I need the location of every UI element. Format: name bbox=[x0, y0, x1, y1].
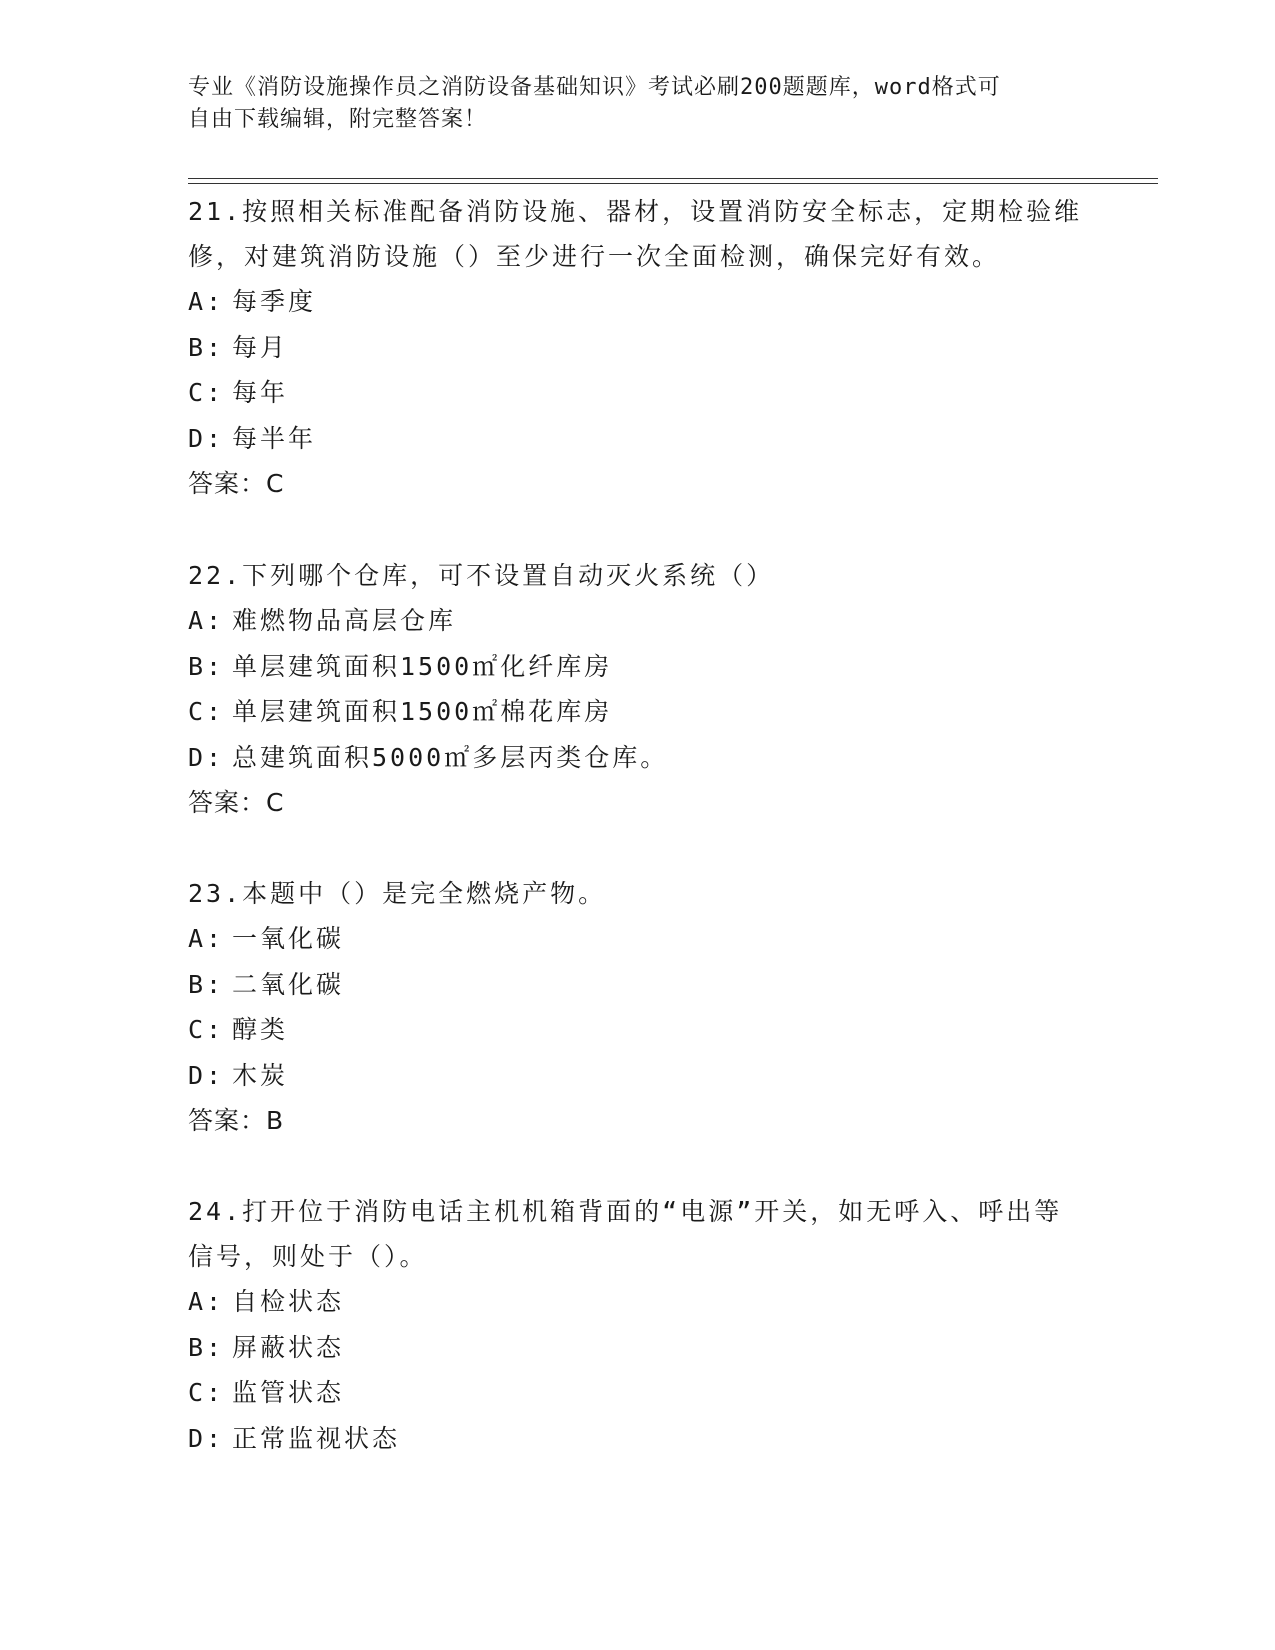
option-a bbox=[188, 279, 1088, 325]
option-text: 总建筑面积5000㎡多层丙类仓库。 bbox=[232, 742, 669, 772]
option-key: C: bbox=[188, 1378, 225, 1407]
answer-line: 答案：B bbox=[188, 1106, 285, 1135]
option-c bbox=[188, 1007, 1088, 1053]
option-key: B: bbox=[188, 969, 225, 999]
header-line-1: 专业《消防设施操作员之消防设备基础知识》考试必刷200题题库，word格式可 bbox=[188, 75, 1001, 100]
question-stem: 22.下列哪个仓库，可不设置自动灭火系统（） bbox=[188, 561, 775, 590]
option-b bbox=[188, 962, 1088, 1008]
option-key: B: bbox=[188, 1332, 225, 1362]
question-23 bbox=[188, 871, 1088, 1144]
option-text: 单层建筑面积1500㎡化纤库房 bbox=[232, 651, 613, 681]
header-divider-bottom bbox=[188, 183, 1158, 184]
option-key: A: bbox=[188, 287, 225, 316]
option-key: A: bbox=[188, 1287, 225, 1316]
option-text: 单层建筑面积1500㎡棉花库房 bbox=[232, 697, 613, 726]
option-d bbox=[188, 1053, 1088, 1099]
option-c bbox=[188, 689, 1088, 735]
option-key: C: bbox=[188, 697, 225, 726]
option-c bbox=[188, 370, 1088, 416]
option-text: 醇类 bbox=[232, 1015, 289, 1044]
option-key: A: bbox=[188, 924, 225, 953]
option-text: 一氧化碳 bbox=[232, 924, 345, 953]
option-d bbox=[188, 735, 1088, 781]
option-a bbox=[188, 916, 1088, 962]
option-b bbox=[188, 644, 1088, 690]
option-text: 每半年 bbox=[232, 423, 317, 453]
option-key: D: bbox=[188, 1060, 225, 1090]
option-text: 正常监视状态 bbox=[232, 1423, 401, 1453]
option-key: B: bbox=[188, 332, 225, 362]
option-text: 屏蔽状态 bbox=[232, 1332, 345, 1362]
header-divider-top bbox=[188, 178, 1158, 179]
option-d bbox=[188, 416, 1088, 462]
option-text: 每年 bbox=[232, 378, 289, 407]
option-key: A: bbox=[188, 606, 225, 635]
option-text: 木炭 bbox=[232, 1060, 289, 1090]
option-key: C: bbox=[188, 1015, 225, 1044]
question-24 bbox=[188, 1189, 1088, 1461]
question-21 bbox=[188, 189, 1088, 507]
option-text: 每季度 bbox=[232, 287, 317, 316]
header-line-2: 自由下载编辑，附完整答案！ bbox=[188, 107, 488, 132]
option-key: B: bbox=[188, 651, 225, 681]
option-c bbox=[188, 1370, 1088, 1416]
option-a bbox=[188, 598, 1088, 644]
question-22 bbox=[188, 553, 1088, 826]
option-key: D: bbox=[188, 423, 225, 453]
question-stem: 23.本题中（）是完全燃烧产物。 bbox=[188, 879, 607, 908]
option-a bbox=[188, 1279, 1088, 1325]
option-text: 监管状态 bbox=[232, 1378, 345, 1407]
option-text: 难燃物品高层仓库 bbox=[232, 606, 457, 635]
option-b bbox=[188, 325, 1088, 371]
question-stem: 21.按照相关标准配备消防设施、器材，设置消防安全标志，定期检验维修，对建筑消防设施（）至少进行一次全面检测，确保完好有效。 bbox=[188, 197, 1083, 271]
document-header bbox=[188, 72, 1088, 136]
option-key: D: bbox=[188, 1423, 225, 1453]
answer-line: 答案：C bbox=[188, 788, 285, 817]
option-text: 自检状态 bbox=[232, 1287, 345, 1316]
option-d bbox=[188, 1416, 1088, 1462]
option-key: D: bbox=[188, 742, 225, 772]
answer-line: 答案：C bbox=[188, 469, 285, 498]
option-b bbox=[188, 1325, 1088, 1371]
option-text: 二氧化碳 bbox=[232, 969, 345, 999]
question-stem: 24.打开位于消防电话主机机箱背面的“电源”开关，如无呼入、呼出等信号，则处于（）。 bbox=[188, 1197, 1063, 1271]
option-text: 每月 bbox=[232, 332, 289, 362]
option-key: C: bbox=[188, 378, 225, 407]
